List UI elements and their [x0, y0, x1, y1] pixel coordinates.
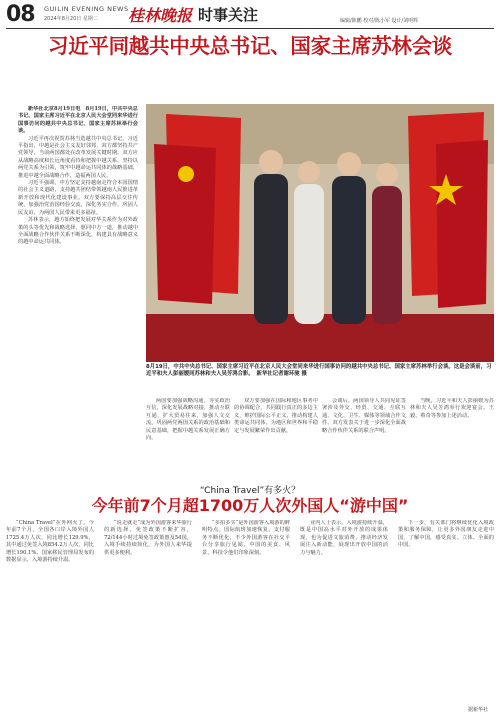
story-paragraph: 业内人士表示，入境游持续升温，既是中国高水平对外开放的成果体现，也为促进文旅消费、推动经济发展注入新动能，展现出开放中国的活力与魅力。 [300, 520, 388, 556]
story2-column-1 [6, 520, 94, 704]
photo-illustration [146, 104, 494, 362]
story-paragraph: “多拍多买”是外国游客入境游的鲜明特点。国际航班加速恢复，支付服务不断优化，不少外国游客在社交平台分享旅行见闻，中国的美食、风景、科技令他们印象深刻。 [202, 520, 290, 556]
story-paragraph: 双方要加强在国际和地区事务中的协调配合，共同践行真正的多边主义，维护国际公平正义，推动构建人类命运共同体，为地区和世界和平稳定与发展繁荣作出贡献。 [234, 398, 318, 434]
issue-date: 2024年8月20日 星期二 [44, 16, 98, 22]
story2-column-2 [104, 520, 192, 704]
page-header [0, 0, 500, 28]
story-paragraph: 当晚，习近平和夫人彭丽媛为苏林和夫人吴芳鸿举行欢迎宴会。王毅、蔡奇等参加上述活动。 [410, 398, 494, 419]
masthead-logo: 桂林晚报 [128, 6, 193, 25]
story-lead: 新华社北京8月19日电 8月19日，中共中央总书记、国家主席习近平在北京人民大会堂同来华进行国事访问的越共中央总书记、国家主席苏林举行会谈。 [18, 106, 138, 135]
story-column-5 [410, 398, 494, 482]
story-column-1 [18, 106, 138, 480]
story-column-3 [234, 398, 318, 482]
header-rule [6, 28, 494, 29]
story2-column-5 [398, 520, 494, 704]
news-photo [146, 104, 494, 362]
story2-column-4 [300, 520, 388, 704]
story2-byline: 据新华社 [468, 707, 489, 713]
page-number: 08 [6, 2, 35, 27]
story-paragraph: “说走就走”成为外国游客来华旅行的新选择。免签政策不断扩容，72/144小时过境免签政策惠及54国，入境手续持续简化，为外国人来华提供更多便利。 [104, 520, 192, 556]
main-headline: 习近平同越共中央总书记、国家主席苏林会谈 [48, 34, 452, 58]
story-paragraph: 两国要加强战略沟通，夯实政治互信，深化发展战略对接，推动互联互通，扩大贸易往来，加强人文交流，巩固两党两国关系的政治基础和民意基础，把握中越关系发展正确方向。 [146, 398, 230, 442]
story-paragraph: “China Travel”在外网火了。今年前7个月，全国各口岸入境外国人1725.4万人次，同比增长129.9%，其中通过免签入境854.2万人次，同比增长190.1%。国家移民管理局发布的数据显示，入境游持续升温。 [6, 520, 94, 564]
story2-subhead: “China Travel”有多火？ [199, 486, 301, 496]
story-column-2 [146, 398, 230, 482]
photo-caption: 8月19日，中共中央总书记、国家主席习近平在北京人民大会堂同来华进行国事访问的越共中央总书记、国家主席苏林举行会谈。这是会谈前，习近平和夫人彭丽媛同苏林和夫人吴芳鸿合影。 新华社记者谢环驰 摄 [146, 364, 492, 378]
story-paragraph: 习近平再次祝贺苏林当选越共中央总书记。习近平指出，中越是社会主义友好邻邦，双方都坚持共产党领导，当前两国都处在改革发展关键时期。双方应从战略高度和长远角度看待和把握中越关系，坚持以两党关系为引领，筑牢中越命运共同体的战略基础，推进中越全面战略合作，造福两国人民。 [18, 135, 138, 179]
story-column-4 [322, 398, 406, 482]
story-paragraph: 会谈后，两国领导人共同见证签署涉及外交、经贸、交通、互联互通、文化、卫生、媒体等领域合作文件。双方发表关于进一步深化全面战略合作伙伴关系的联合声明。 [322, 398, 406, 434]
paper-english-name: GUILIN EVENING NEWS [44, 5, 129, 13]
section-name: 时事关注 [198, 6, 259, 24]
story-paragraph: 下一步，有关部门将继续优化入境政策和服务保障，让更多外国朋友走进中国、了解中国，感受真实、立体、全面的中国。 [398, 520, 494, 549]
story2-column-3 [202, 520, 290, 704]
story-paragraph: 习近平强调，中方坚定支持越南走符合本国国情的社会主义道路，支持越共团结带领越南人民推进革新开放和现代化建设事业。双方要保持高层交往传统，加强治党治国经验交流，深化务实合作，巩固人民友谊，为两国人民带来更多福祉。 [18, 180, 138, 216]
editor-credits: 编辑/陈鹏 校对/陈小军 设计/刘明辉 [340, 18, 419, 24]
story-paragraph: 苏林表示，越方始终把发展对华关系作为对外政策的头等优先和战略选择，愿同中方一道，推动越中全面战略合作伙伴关系不断深化，构建具有战略意义的越中命运共同体。 [18, 217, 138, 246]
story2-headline: 今年前7个月超1700万人次外国人“游中国” [91, 496, 409, 515]
